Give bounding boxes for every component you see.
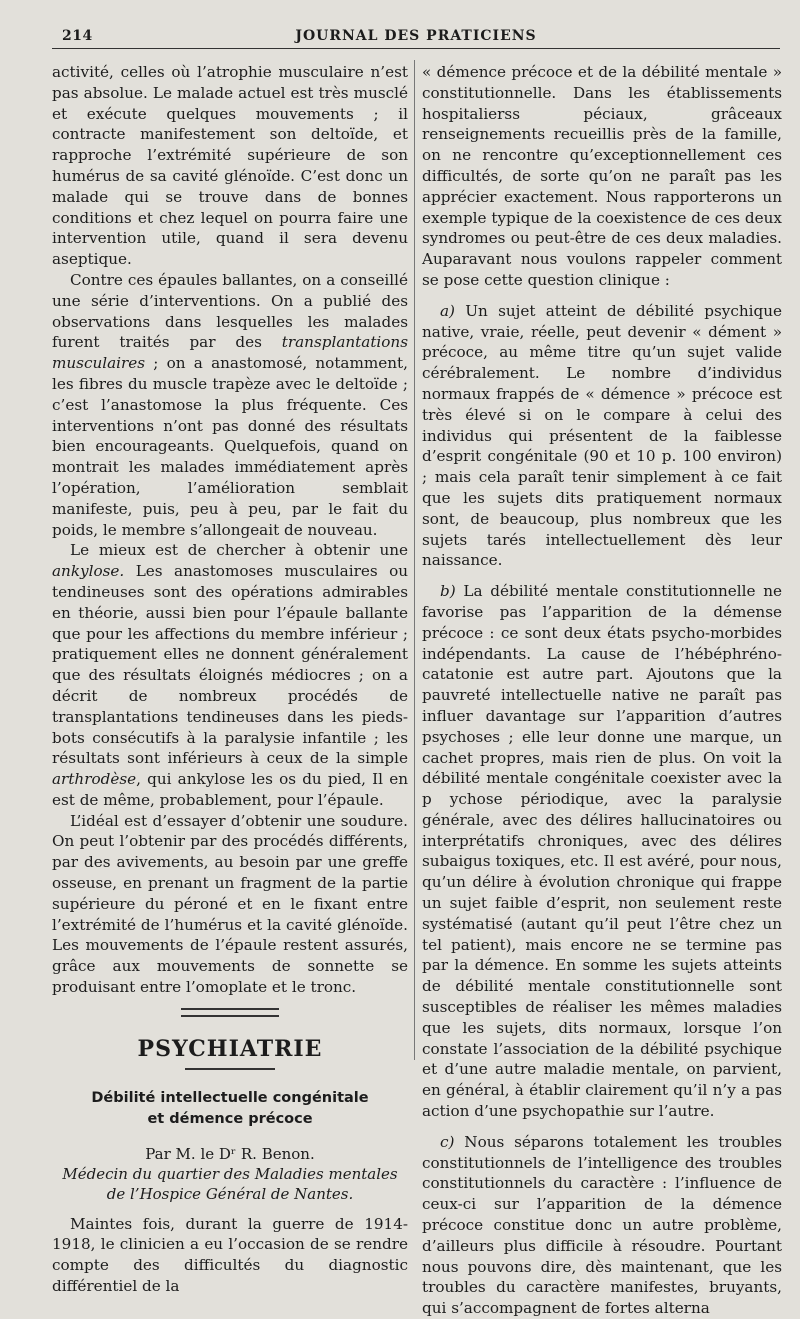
running-header bbox=[52, 22, 780, 49]
paragraph: activité, celles où l’atrophie musculaire n’est pas absolue. Le malade actuel est très musclé et exécute quelques mouvements ; il contracte manifestement son deltoïde, et rapproche l’extrémité supérieure de son humérus de sa cavité glénoïde. C’est donc un malade qui se trouve dans de bonnes conditions et chez lequel on pourra faire une intervention utile, quand il sera devenu aseptique. bbox=[52, 63, 408, 269]
paragraph: Maintes fois, durant la guerre de 1914-1918, le clinicien a eu l’occasion de se rendre compte des difficultés du diagnostic différentiel de la bbox=[52, 1214, 408, 1296]
item-label: c) bbox=[440, 1132, 455, 1151]
emphasis: ankylose. bbox=[52, 562, 125, 581]
list-item: c) Nous séparons totalement les troubles constitutionnels de l’intelligence des troubles constitutionnels du caractère : l’influence de ceux-ci sur l’apparition de la démence précoce constitue donc un autre problème, d’ailleurs plus difficile à résoudre. Pourtant nous pouvons dire, dès maintenant, que les troubles du caractère manifestes, bruyants, qui s’accompagnent de fortes alterna bbox=[422, 1132, 782, 1318]
section-title-rule bbox=[185, 1068, 275, 1070]
item-label: a) bbox=[440, 301, 455, 320]
running-title: JOURNAL DES PRATICIENS bbox=[295, 28, 537, 44]
paragraph: Le mieux est de chercher à obtenir une ankylose. Les anastomoses musculaires ou tendineuses sont des opérations admirables en théorie, aussi bien pour l’épaule ballante que pour les affections du membre inférieur ; pratiquement elles ne donnent généralement que des résultats éloignés médiocres ; on a décrit de nombreux procédés de transplantations tendineuses dans les pieds-bots consécutifs à la paralysie infantile ; les résultats sont inférieurs à ceux de la simple arthrodèse, qui ankylose les os du pied, Il en est de même, probablement, pour l’épaule. bbox=[52, 541, 408, 809]
page-number: 214 bbox=[62, 28, 93, 44]
left-column bbox=[52, 62, 408, 1297]
item-label: b) bbox=[440, 582, 456, 601]
author-affiliation: Médecin du quartier des Maladies mentales de l’Hospice Général de Nantes. bbox=[62, 1164, 398, 1203]
article-title: Débilité intellectuelle congénitale et démence précoce bbox=[91, 1089, 369, 1127]
paragraph: « démence précoce et de la débilité mentale » constitutionnelle. Dans les établissements hospitalierss péciaux, grâceaux renseignements recueillis près de la famille, on ne rencontre qu’exceptionnellement ces difficultés, de sorte qu’on ne paraît pas les apprécier exactement. Nous rapporterons un exemple typique de la coexistence de ces deux syndromes ou peut-être de ces deux maladies. Auparavant nous voulons rappeler comment se pose cette question clinique : bbox=[422, 63, 782, 289]
paragraph: L’idéal est d’essayer d’obtenir une soudure. On peut l’obtenir par des procédés différents, par des avivements, au besoin par une greffe osseuse, en prenant un fragment de la partie supérieure du péroné et en le fixant entre l’extrémité de l’humérus et la cavité glénoïde. Les mouvements de l’épaule restent assurés, grâce aux mouvements de sonnette se produisant entre l’omoplate et le tronc. bbox=[52, 811, 408, 997]
list-item: a) Un sujet atteint de débilité psychique native, vraie, réelle, peut devenir « dément » précoce, au même titre qu’un sujet valide cérébralement. Le nombre d’individus normaux frappés de « démence » précoce est très élevé si on le compare à celui des individus qui présentent de la faiblesse d’esprit congénitale (90 et 10 p. 100 environ) ; mais cela paraît tenir simplement à ce fait que les sujets dits pratiquement normaux sont, de beaucoup, plus nombreux que les sujets tarés intellectuellement dès leur naissance. bbox=[422, 301, 782, 570]
author-byline: Par M. le Dʳ R. Benon. bbox=[145, 1144, 315, 1163]
emphasis: arthrodèse bbox=[52, 770, 137, 789]
paragraph: Contre ces épaules ballantes, on a conseillé une série d’interventions. On a publié des observations dans lesquelles les malades furent traités par des transplantations musculaires ; on a anastomosé, notamment, les fibres du muscle trapèze avec le deltoïde ; c’est l’anastomose la plus fréquente. Ces interventions n’ont pas donné des résultats bien encourageants. Quelquefois, quand on montrait les malades immédiatement après l’opération, l’amélioration semblait manifeste, puis, peu à peu, par le fait du poids, le membre s’allongeait de nouveau. bbox=[52, 270, 408, 539]
emphasis: transplantations musculaires bbox=[52, 333, 408, 373]
section-separator bbox=[181, 1008, 279, 1017]
section-title: PSYCHIATRIE bbox=[137, 1035, 323, 1062]
column-divider bbox=[414, 60, 415, 1060]
right-column bbox=[422, 62, 782, 1319]
list-item: b) La débilité mentale constitutionnelle ne favorise pas l’apparition de la démense précoce : ce sont deux états psycho-morbides indépendants. La cause de l’hébéphréno-catatonie est autre part. Ajoutons que la pauvreté intellectuelle native ne paraît pas influer davantage sur l’apparition d’autres psychoses ; elle leur donne une marque, un cachet propres, mais rien de plus. On voit la débilité mentale congénitale coexister avec la p ychose périodique, avec la paralysie générale, avec des délires hallucinatoires ou interprétatifs chroniques, avec des délires subaigus toxiques, etc. Il est avéré, pour nous, qu’un délire à évolution chronique qui frappe un sujet faible d’esprit, non seulement reste systématisé (autant qu’il peut l’être chez un tel patient), mais encore ne se termine pas par la démence. En somme les sujets atteints de débilité mentale constitutionnelle sont susceptibles de réaliser les mêmes maladies que les sujets, dits normaux, lorsque l’on constate l’association de la débilité psychique et d’une autre maladie mentale, on parvient, en général, à établir clairement qu’il n’y a pas action d’une psychopathie sur l’autre. bbox=[422, 582, 782, 1121]
